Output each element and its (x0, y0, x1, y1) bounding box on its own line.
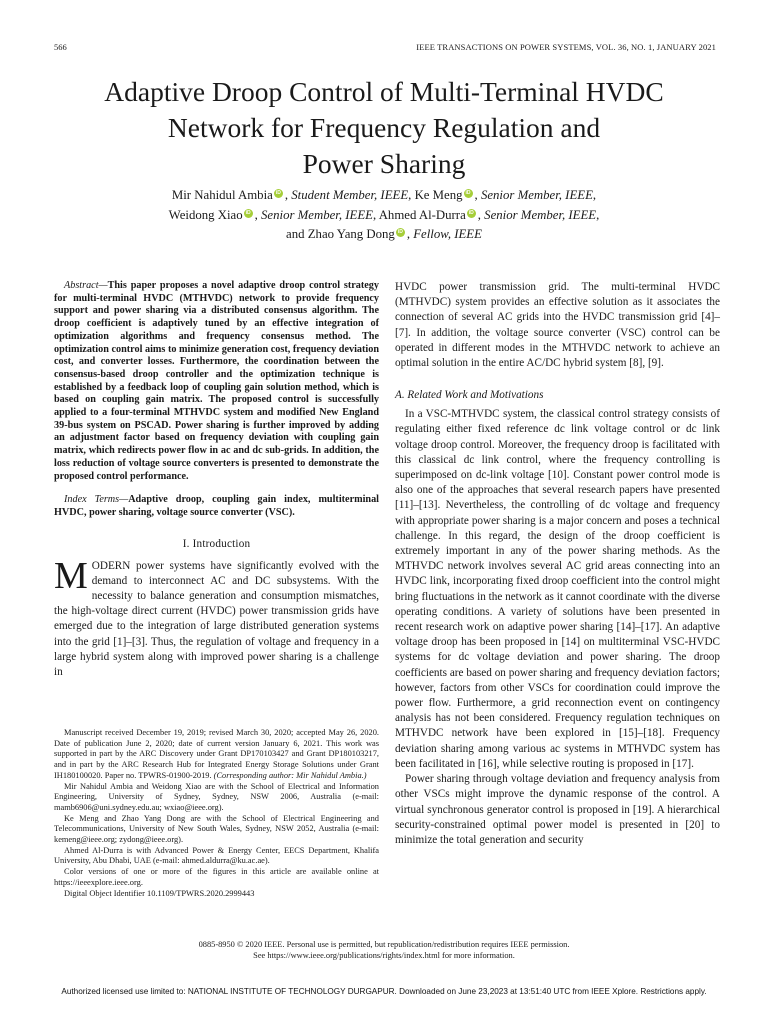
author-name: Weidong Xiao (168, 207, 243, 222)
author-name: Mir Nahidul Ambia (171, 188, 273, 202)
footnote-manuscript: Manuscript received December 19, 2019; revised March 30, 2020; accepted May 26, 2020. Date of publication June 2, 2020; date of current version January 6, 2021. This work was supported in part by the ARC Discovery under Grant DP170103427 and Grant DP180103217, and in part by the ARC Research Hub for Integrated Energy Storage Solutions under Grant IH180100020. Paper no. TPWRS-01900-2019. (Corresponding author: Mir Nahidul Ambia.) (54, 728, 379, 780)
index-terms-text: Adaptive droop, coupling gain index, multiterminal HVDC, power sharing, voltage source converter (VSC). (54, 494, 379, 518)
author-name: Ahmed Al-Durra (378, 207, 466, 222)
orcid-icon[interactable] (274, 189, 283, 198)
title-line-3: Power Sharing (302, 148, 466, 179)
orcid-icon[interactable] (464, 189, 473, 198)
footnote-affiliation: Mir Nahidul Ambia and Weidong Xiao are with the School of Electrical and Information Engineering, University of Sydney, Sydney, NSW 2006, Australia (e-mail: mamb6906@uni.sydney.edu.au; wxiao@ieee.org). (54, 781, 379, 812)
orcid-icon[interactable] (467, 209, 476, 218)
author-role: Senior Member, IEEE (484, 207, 597, 222)
body-paragraph: HVDC power transmission grid. The multi-terminal HVDC (MTHVDC) system provides an effective solution as it associates the connection of several AC grids into the HVDC transmission grid [4]–[7]. In addition, the voltage source converter (VSC) control can be operated in different modes in the MTHVDC network to achieve an optimal solution in the entire AC/DC hybrid system [8], [9]. (395, 281, 720, 370)
title-line-2: Network for Frequency Regulation and (167, 112, 601, 143)
author-name: Ke Meng (414, 188, 463, 202)
drop-cap: M (54, 558, 88, 597)
title-line-1: Adaptive Droop Control of Multi-Terminal HVDC (104, 76, 664, 107)
author-conjunction: and (286, 227, 308, 241)
author-list: Mir Nahidul AmbiaiD , Student Member, IEEE, Ke MengiD , Senior Member, IEEE, Weidong XiaoiD , Senior Member, IEEE, Ahmed Al-DurraiD , Senior Member, IEEE, and Zhao Yang DongiD , Fellow, IEEE (40, 186, 728, 245)
intro-first-word: ODERN (91, 559, 131, 572)
section-heading-introduction: I. Introduction (182, 537, 251, 550)
orcid-icon[interactable] (396, 228, 405, 237)
license-footer: Authorized licensed use limited to: NATIONAL INSTITUTE OF TECHNOLOGY DURGAPUR. Downloaded on June 23,2023 at 13:51:40 UTC from IEEE Xplore. Restrictions apply. (61, 987, 707, 996)
paper-title (40, 74, 728, 182)
index-terms (54, 494, 379, 519)
journal-header: IEEE TRANSACTIONS ON POWER SYSTEMS, VOL. 36, NO. 1, JANUARY 2021 (416, 42, 716, 52)
body-paragraph: Power sharing through voltage deviation and frequency analysis from other VSCs might improve the dynamic response of the control. A virtual synchronous generator control is proposed in [19]. A hierarchical security-constrained optimal power model is presented in [20] to minimize the total generation and security (395, 773, 720, 846)
footnote-doi: Digital Object Identifier 10.1109/TPWRS.2020.2999443 (64, 888, 255, 898)
author-role: Senior Member, IEEE (261, 207, 373, 222)
left-column (54, 280, 379, 680)
author-role: Senior Member, IEEE (480, 188, 593, 202)
copyright-notice: 0885-8950 © 2020 IEEE. Personal use is permitted, but republication/redistribution requires IEEE permission. See https://www.ieee.org/publications/rights/index.html for more information. (198, 940, 570, 960)
footnote-affiliation: Ahmed Al-Durra is with Advanced Power & Energy Center, EECS Department, Khalifa University, Abu Dhabi, UAE (e-mail: ahmed.aldurra@ku.ac.ae). (54, 845, 379, 866)
intro-text: power systems have significantly evolved with the demand to interconnect AC and DC subsystems. With the necessity to balance generation and consumption mismatches, the high-voltage direct current (HVDC) power transmission grids have emerged due to the integration of large distributed generation systems into the grid [1]–[3]. Thus, the regulation of voltage and frequency in a large hybrid system along with improved power sharing is a challenge in (54, 559, 379, 679)
right-column (395, 280, 720, 848)
body-paragraph: In a VSC-MTHVDC system, the classical control strategy consists of regulating either fixed reference dc link voltage control or dc link voltage droop control. Moreover, the frequency droop is facilitated with this classical dc link control, where the frequency controlling is superimposed on dc-link voltage [10]. Constant power control mode is also one of the approaches that several research papers have presented [11]–[13]. Nevertheless, the controlling of dc voltage and frequency with appropriate power sharing is a major concern and poses a technical challenge. In this regard, the design of the droop coefficient is extremely important in any of the power sharing methods. As the MTHVDC network involves several AC grid areas connecting into an HVDC link, incorporating fixed droop coefficient into the control might bring fluctuations in the network as it cannot coordinate with the diverse operating conditions. A variety of solutions have been presented in recent research work on adaptive power sharing [14]–[17]. An adaptive voltage droop has been proposed in [14] on multiterminal VSC-HVDC systems for dc voltage deviation and power sharing. The droop coefficients are based on power sharing and frequency deviation factors; however, factors from other VSCs for coordination could improve the power flow. Furthermore, a grid reconnection event on contingency analysis has not been considered. Frequency regulation techniques on MTHVDC network have been explored in [15]–[18]. Frequency deviation sharing among various ac systems in MTHVDC system has been facilitated in [16], while selective routing is proposed in [17]. (395, 408, 720, 770)
page-number: 566 (54, 42, 67, 52)
author-role: Student Member, IEEE (291, 188, 409, 202)
footnotes (54, 728, 379, 899)
footnote-color-versions: Color versions of one or more of the figures in this article are available online at https://ieeexplore.ieee.org. (54, 867, 379, 887)
index-terms-lead: Index Terms— (64, 494, 129, 506)
footnote-affiliation: Ke Meng and Zhao Yang Dong are with the School of Electrical Engineering and Telecommunications, University of New South Wales, Sydney, NSW 2052, Australia (e-mail: kemeng@ieee.org; zydong@ieee.org). (54, 813, 379, 845)
orcid-icon[interactable] (244, 209, 253, 218)
abstract (54, 280, 379, 483)
intro-paragraph (54, 559, 379, 681)
author-role: Fellow, IEEE (413, 227, 482, 241)
abstract-lead: Abstract— (64, 280, 108, 291)
author-name: Zhao Yang Dong (307, 227, 395, 241)
subsection-heading: A. Related Work and Motivations (395, 389, 544, 402)
abstract-text: This paper proposes a novel adaptive droop control strategy for multi-terminal HVDC (MTHVDC) network to provide frequency support and power sharing via a distributed consensus algorithm. The droop coefficient is adaptively tuned by an effective integration of optimization algorithms and frequency consensus method. The optimization control aims to minimize generation cost, frequency deviation cost, and converter losses. Furthermore, the coordination between the consensus-based droop controller and the optimization technique is established by a feedback loop of coupling gain solution method, which is based on coupling gain matrix. The proposed control is successfully applied to a four-terminal MTHVDC system and modified New England 39-bus system on PSCAD. Power sharing is further improved by adding an adjustment factor based on frequency deviation with coupling gain matrix, which redirects power flow in ac and dc sub-grids. In addition, the loss reduction of voltage source converters is presented to demonstrate the proposed control performance. (54, 280, 379, 482)
